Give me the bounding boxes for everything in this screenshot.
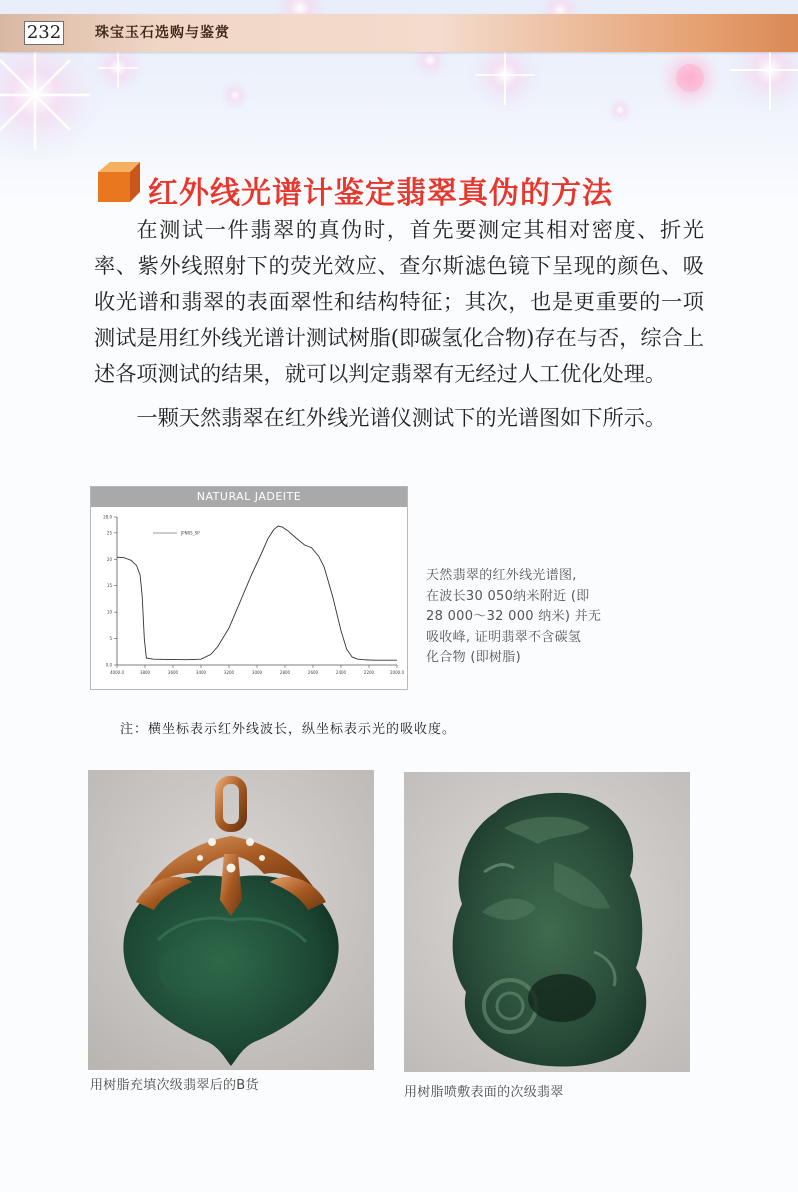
y-tick-label: 10 — [106, 609, 112, 615]
x-tick-label: 3600 — [167, 670, 179, 675]
photo-carved-jade — [404, 772, 690, 1072]
y-tick-label: 20 — [106, 556, 112, 562]
chart-caption-line: 在波长30 050纳米附近 (即 — [426, 588, 590, 604]
photo-pendant-b-jade — [88, 770, 374, 1070]
chart-note: 注：横坐标表示红外线波长，纵坐标表示光的吸收度。 — [120, 722, 457, 737]
x-tick-label: 2600 — [307, 670, 319, 675]
x-tick-label: 3200 — [223, 670, 235, 675]
x-tick-label: 2000.0 — [390, 670, 404, 675]
chart-caption-line: 吸收峰, 证明翡翠不含碳氢 — [426, 629, 582, 645]
y-tick-label: 0.0 — [105, 662, 112, 668]
series-line — [117, 526, 397, 660]
book-title: 珠宝玉石选购与鉴赏 — [95, 25, 230, 41]
x-tick-label: 3400 — [195, 670, 207, 675]
x-tick-label: 2200 — [363, 670, 375, 675]
y-tick-label: 28.0 — [103, 514, 112, 520]
cube-icon — [94, 160, 144, 204]
chart-caption-line: 天然翡翠的红外线光谱图, — [426, 568, 577, 583]
legend-label: JPN05_SP — [181, 530, 200, 536]
chart-caption-line: 28 000～32 000 纳米) 并无 — [426, 609, 602, 624]
y-tick-label: 15 — [106, 583, 112, 589]
x-tick-label: 3000 — [251, 670, 263, 675]
x-tick-label: 4000.0 — [110, 670, 124, 675]
chart-caption — [426, 566, 626, 669]
body-text — [94, 212, 704, 436]
section-heading: 红外线光谱计鉴定翡翠真伪的方法 — [148, 176, 613, 211]
chart-caption-line: 化合物 (即树脂) — [426, 650, 521, 665]
y-tick-label: 5 — [109, 636, 112, 642]
paragraph-1: 在测试一件翡翠的真伪时，首先要测定其相对密度、折光率、紫外线照射下的荧光效应、查尔斯滤色镜下呈现的颜色、吸收光谱和翡翠的表面翠性和结构特征；其次，也是更重要的一项测试是用红外线光谱计测试树脂(即碳氢化合物)存在与否，综合上述各项测试的结果，就可以判定翡翠有无经过人工优化处理。 — [94, 217, 704, 386]
y-tick-label: 25 — [106, 530, 112, 536]
x-tick-label: 2800 — [279, 670, 291, 675]
x-tick-label: 3800 — [139, 670, 151, 675]
spectrum-chart — [90, 486, 408, 690]
chart-title: NATURAL JADEITE — [91, 487, 407, 507]
photo-caption-left: 用树脂充填次级翡翠后的B货 — [90, 1078, 259, 1093]
paragraph-2: 一颗天然翡翠在红外线光谱仪测试下的光谱图如下所示。 — [136, 405, 667, 430]
page-number: 232 — [24, 21, 64, 45]
chart-plot — [91, 507, 407, 689]
photo-caption-right: 用树脂喷敷表面的次级翡翠 — [404, 1085, 564, 1100]
x-tick-label: 2400 — [335, 670, 347, 675]
